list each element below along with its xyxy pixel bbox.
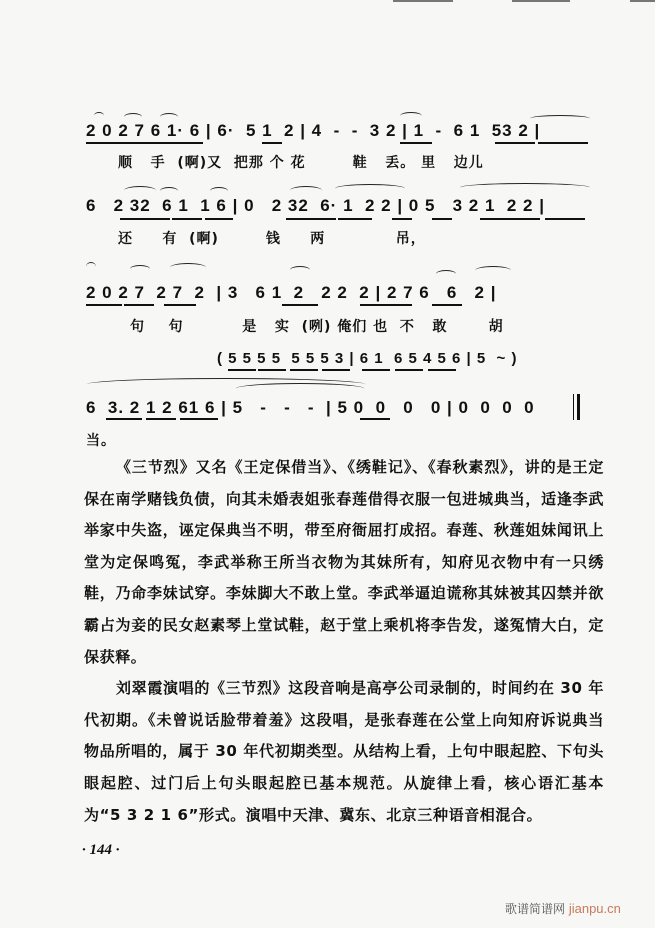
slur (400, 112, 422, 120)
paragraph-1: 《三节烈》又名《王定保借当》、《绣鞋记》、《春秋素烈》，讲的是王定保在南学赌钱负债，向其未婚表姐张春莲借得衣服一包进城典当，适逢李武举家中失盗，诬定保典当不明，带至府衙屈打成招。春莲、秋莲姐妹闻讯上堂为定保鸣冤，李武举称王所当衣物为其妹所有，知府见衣物中有一只绣鞋，乃命李妹试穿。李妹脚大不敢上堂。李武举逼迫谎称其妹被其囚禁并欲霸占为妾的民女赵素琴上堂试鞋，赵于堂上乘机将李告发，遂冤情大白，定保获释。 (84, 458, 604, 666)
notes-line-3: 2 0 2 7 2 7 2 | 3 6 1 2 2 2 2 | 2 7 6 6 2 | (86, 283, 497, 302)
underline (360, 418, 390, 420)
underline (400, 142, 432, 144)
final-double-barline (573, 394, 579, 420)
underline (122, 142, 158, 144)
notes-line-5: 6 3. 2 1 2 61 6 | 5 - - - | 5 0 0 0 0 | 0 0 0 0 (86, 398, 535, 417)
underline (495, 142, 535, 144)
lyrics-line-1: 顺 手 (啊)又 把那 个 花 鞋 丢。 里 边儿 (118, 155, 484, 171)
slur (86, 262, 96, 271)
underline (538, 142, 588, 144)
slur (290, 266, 310, 274)
underline (338, 218, 372, 220)
slur (160, 113, 178, 121)
underline (158, 142, 203, 144)
underline (290, 369, 318, 371)
lyrics-line-3: 句 句 是 实 (咧) 俺们 也 不 敢 胡 (130, 319, 504, 335)
slur (475, 266, 511, 275)
underline (106, 418, 142, 420)
top-rule (630, 0, 655, 2)
underline (172, 218, 202, 220)
slur (94, 112, 104, 119)
commentary-text (84, 452, 604, 831)
underline (262, 142, 282, 144)
underline (86, 304, 122, 306)
underline (124, 304, 154, 306)
lyrics-line-2: 还 有 (啊) 钱 两 吊， (118, 231, 426, 247)
underline (120, 218, 170, 220)
underline (258, 369, 286, 371)
underline (360, 304, 412, 306)
slur (170, 263, 206, 272)
underline (228, 369, 256, 371)
slur (335, 184, 405, 193)
slur (124, 186, 156, 195)
paragraph-2: 刘翠霞演唱的《三节烈》这段音响是高亭公司录制的，时间约在 30 年代初期。《未曾说话脸带着羞》这段唱，是张春莲在公堂上向知府诉说典当物品所唱的，属于 30 年代初期类型。从结构上看，上句中眼起腔、下句头眼起腔、过门后上句头眼起腔已基本规范。从旋律上看，核心语汇基本为“5 3 2 1 6”形式。演唱中天津、冀东、北京三种语音相混合。 (84, 679, 604, 824)
underline (286, 218, 336, 220)
slur (160, 187, 178, 195)
underline (205, 218, 233, 220)
top-rule (393, 0, 453, 2)
page-number: · 144 · (82, 842, 120, 858)
slur (210, 187, 228, 195)
underline (322, 369, 350, 371)
underline (282, 304, 318, 306)
underline (392, 218, 412, 220)
underline (146, 418, 176, 420)
underline (164, 304, 196, 306)
underline (432, 304, 462, 306)
watermark-url: jianpu.cn (568, 901, 621, 916)
slur (130, 265, 150, 273)
underline (395, 369, 423, 371)
underline (480, 218, 540, 220)
watermark (505, 900, 621, 917)
notes-line-1: 2 0 2 7 6 1· 6 | 6· 5 1 2 | 4 - - 3 2 | 1 - 6 1 53 2 | (86, 121, 541, 140)
slur (124, 113, 142, 121)
underline (432, 218, 452, 220)
slur (290, 186, 322, 195)
lyrics-line-5: 当。 (86, 433, 116, 449)
underline (428, 369, 456, 371)
watermark-site-name: 歌谱简谱网 (505, 902, 566, 916)
slur (436, 270, 456, 278)
top-rule (512, 0, 570, 2)
underline (86, 142, 122, 144)
slur (236, 383, 364, 394)
underline (545, 218, 585, 220)
notes-line-2: 6 2 32 6 1 1 6 | 0 2 32 6· 1 2 2 | 0 5 3 2 1 2 2 | (86, 196, 545, 215)
slur (460, 183, 590, 192)
underline (180, 418, 218, 420)
underline (362, 369, 390, 371)
notes-line-4: ( 5 5 5 5 5 5 5 3 | 6 1 6 5 4 5 6 | 5 ~ ) (217, 350, 518, 367)
